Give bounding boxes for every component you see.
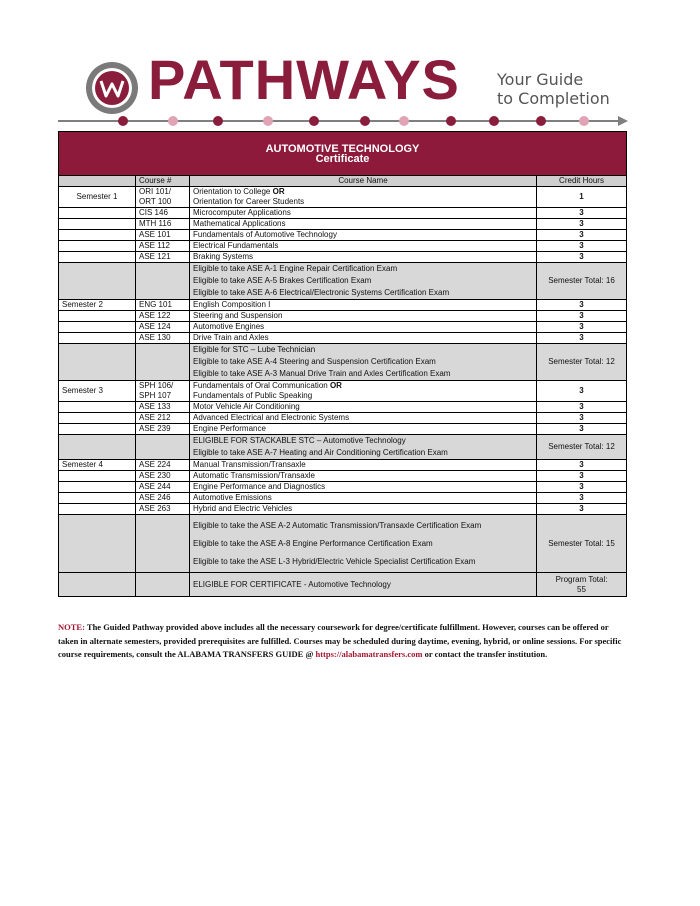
tagline <box>497 70 610 108</box>
course-name: Orientation to College OR Orientation for Career Students <box>190 187 537 208</box>
table-row <box>59 381 627 402</box>
col-course-no: Course # <box>136 176 190 187</box>
college-logo <box>84 60 140 116</box>
note-tail: or contact the transfer institution. <box>422 649 548 659</box>
course-number: SPH 106/ SPH 107 <box>136 381 190 402</box>
credit-hours: 1 <box>537 187 627 208</box>
semester-label: Semester 3 <box>59 381 136 402</box>
table-row: ASE 130 Drive Train and Axles 3 <box>59 333 627 344</box>
table-row: MTH 116 Mathematical Applications 3 <box>59 219 627 230</box>
col-course-name: Course Name <box>190 176 537 187</box>
semester-total: Semester Total: 12 <box>537 435 627 460</box>
eligibility-row <box>59 344 627 381</box>
program-title: AUTOMOTIVE TECHNOLOGY <box>265 142 420 155</box>
semester-label: Semester 2 <box>59 300 136 311</box>
course-name: Fundamentals of Oral Communication OR Fundamentals of Public Speaking <box>190 381 537 402</box>
eligibility-row <box>59 515 627 573</box>
table-row: ASE 124 Automotive Engines 3 <box>59 322 627 333</box>
eligibility-row <box>59 263 627 300</box>
eligibility-text: ELIGIBLE FOR STACKABLE STC – Automotive Technology Eligible to take ASE A-7 Heating and Air Conditioning Certification Exam <box>190 435 537 460</box>
table-row: ASE 244 Engine Performance and Diagnostics 3 <box>59 482 627 493</box>
table-row: ASE 121 Braking Systems 3 <box>59 252 627 263</box>
certificate-name: ELIGIBLE FOR CERTIFICATE - Automotive Technology <box>190 573 537 597</box>
semester-total: Semester Total: 12 <box>537 344 627 381</box>
tagline-line-1: Your Guide <box>497 70 584 89</box>
table-row: Semester 2 ENG 101 English Composition I 3 <box>59 300 627 311</box>
table-row: ASE 246 Automotive Emissions 3 <box>59 493 627 504</box>
table-row <box>59 187 627 208</box>
certificate-row <box>59 573 627 597</box>
column-header-row <box>59 176 627 187</box>
alabama-transfers-link[interactable]: https://alabamatransfers.com <box>315 649 423 659</box>
col-semester <box>59 176 136 187</box>
table-row: ASE 101 Fundamentals of Automotive Technology 3 <box>59 230 627 241</box>
semester-label: Semester 4 <box>59 460 136 471</box>
table-row: ASE 133 Motor Vehicle Air Conditioning 3 <box>59 402 627 413</box>
table-row: ASE 212 Advanced Electrical and Electronic Systems 3 <box>59 413 627 424</box>
semester-total: Semester Total: 16 <box>537 263 627 300</box>
semester-label: Semester 1 <box>59 187 136 208</box>
footnote <box>58 621 628 662</box>
table-row: ASE 239 Engine Performance 3 <box>59 424 627 435</box>
note-label: NOTE: <box>58 622 85 632</box>
col-credit-hours: Credit Hours <box>537 176 627 187</box>
table-row: ASE 263 Hybrid and Electric Vehicles 3 <box>59 504 627 515</box>
pathway-table <box>58 131 627 597</box>
table-row: Semester 4 ASE 224 Manual Transmission/Transaxle 3 <box>59 460 627 471</box>
pathways-title: PATHWAYS <box>148 48 460 111</box>
note-text: The Guided Pathway provided above includes all the necessary coursework for degree/certificate fulfillment. However, courses can be offered or taken in alternate semesters, provided prerequisites are fulfilled. Courses may be scheduled during daytime, evening, hybrid, or online sessions. For specific course requirements, consult the ALABAMA TRANSFERS GUIDE @ <box>58 622 622 659</box>
credit-hours: 3 <box>537 381 627 402</box>
course-number: ORI 101/ ORT 100 <box>136 187 190 208</box>
program-total: Program Total: 55 <box>537 573 627 597</box>
eligibility-text: Eligible to take ASE A-1 Engine Repair Certification Exam Eligible to take ASE A-5 Brakes Certification Exam Eligible to take ASE A-6 Electrical/Electronic Systems Certification Exam <box>190 263 537 300</box>
eligibility-text: Eligible for STC – Lube Technician Eligible to take ASE A-4 Steering and Suspension Certification Exam Eligible to take ASE A-3 Manual Drive Train and Axles Certification Exam <box>190 344 537 381</box>
table-row: ASE 230 Automatic Transmission/Transaxle 3 <box>59 471 627 482</box>
decorative-dot-line <box>58 114 628 128</box>
table-row: CIS 146 Microcomputer Applications 3 <box>59 208 627 219</box>
eligibility-row <box>59 435 627 460</box>
table-title-cell <box>59 132 627 176</box>
tagline-line-2: to Completion <box>497 89 610 108</box>
semester-total: Semester Total: 15 <box>537 515 627 573</box>
eligibility-text: Eligible to take the ASE A-2 Automatic Transmission/Transaxle Certification Exam Eligible to take the ASE A-8 Engine Performance Certification Exam Eligible to take the ASE L-3 Hybrid/Electric Vehicle Specialist Certification Exam <box>190 515 537 573</box>
program-subtitle: Certificate <box>315 152 370 165</box>
table-row: ASE 112 Electrical Fundamentals 3 <box>59 241 627 252</box>
table-row: ASE 122 Steering and Suspension 3 <box>59 311 627 322</box>
